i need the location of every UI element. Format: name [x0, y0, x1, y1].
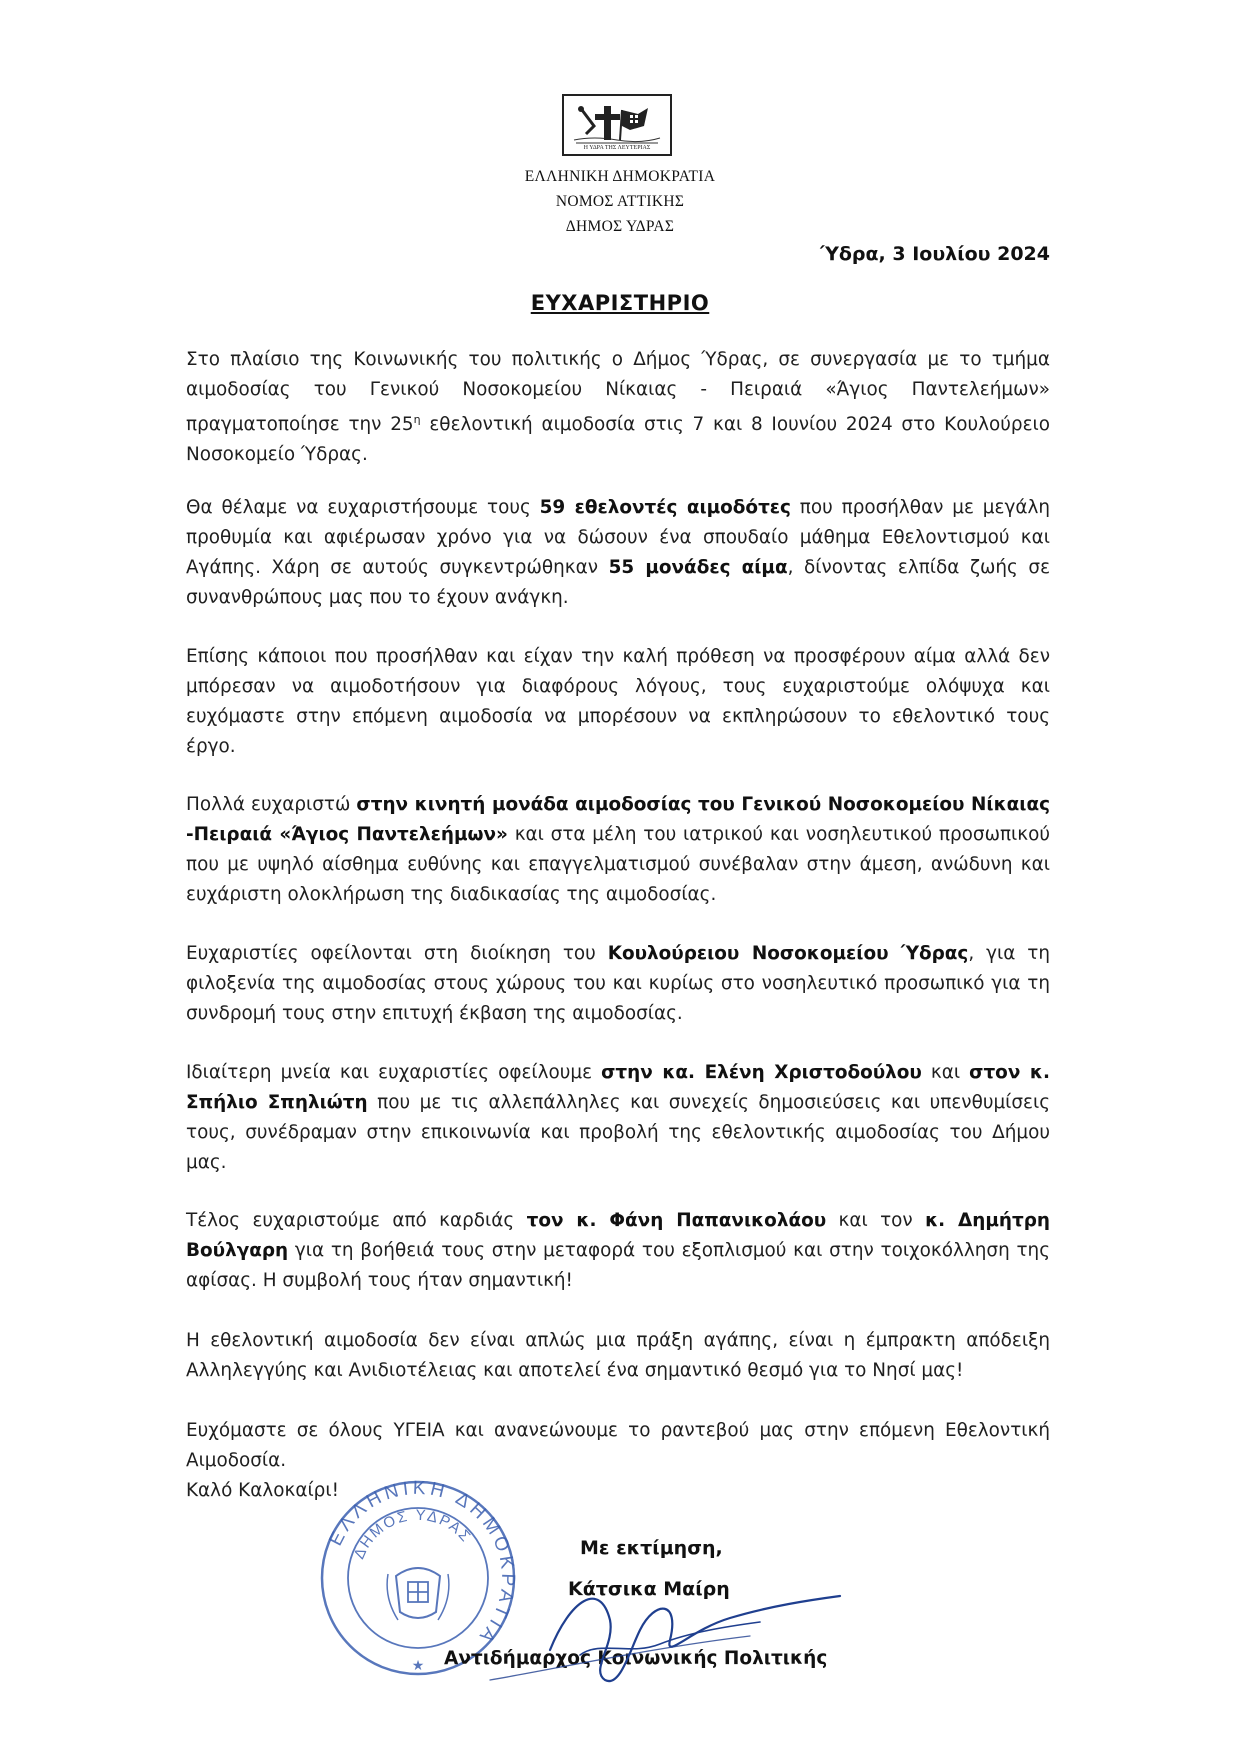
paragraph-donors-text-a: Θα θέλαμε να ευχαριστήσουμε τους [186, 497, 540, 518]
paragraph-health-wishes: Ευχόμαστε σε όλους ΥΓΕΙΑ και ανανεώνουμε το ραντεβού μας στην επόμενη Εθελοντική Αιμοδοσία. [186, 1420, 1050, 1471]
paragraph-intro-text-a: Στο πλαίσιο της Κοινωνικής του πολιτικής ο Δήμος Ύδρας, σε συνεργασία με το τμήμα αιμοδοσίας του Γενικού Νοσοκομείου Νίκαιας - Πειραιά «Άγιος Παντελεήμων» πραγματοποίησε την 25 [186, 349, 1050, 436]
municipality-logo [562, 94, 672, 156]
blood-units-highlight: 55 μονάδες αίμα [608, 557, 788, 578]
paragraph-solidarity: Η εθελοντική αιμοδοσία δεν είναι απλώς μια πράξη αγάπης, είναι η έμπρακτη απόδειξη Αλληλεγγύης και Ανιδιοτέλειας και αποτελεί ένα σημαντικό θεσμό για το Νησί μας! [186, 1330, 1050, 1381]
person-highlight-3: τον κ. Φάνη Παπανικολάου [526, 1210, 827, 1231]
person-highlight-2: στον κ. Σπήλιο Σπηλιώτη [186, 1062, 1050, 1113]
signature-role: Αντιδήμαρχος Κοινωνικής Πολιτικής [444, 1648, 828, 1669]
mobile-unit-highlight: στην κινητή μονάδα αιμοδοσίας του Γενικού Νοσοκομείου Νίκαιας -Πειραιά «Άγιος Παντελεήμων» [186, 794, 1050, 845]
header-line-prefecture: ΝΟΜΟΣ ΑΤΤΙΚΗΣ [555, 193, 685, 210]
person-highlight-4: κ. Δημήτρη Βούλγαρη [186, 1210, 1050, 1261]
paragraph-final-thanks-text-a: Τέλος ευχαριστούμε από καρδιάς [186, 1210, 527, 1231]
star-icon: ★ [411, 1658, 425, 1674]
document-title: ΕΥΧΑΡΙΣΤΗΡΙΟ [530, 291, 710, 315]
paragraph-hospital-text-a: Ευχαριστίες οφείλονται στη διοίκηση του [186, 943, 608, 964]
document-date: Ύδρα, 3 Ιουλίου 2024 [820, 243, 1050, 265]
signature-regards: Με εκτίμηση, [580, 1537, 723, 1559]
paragraph-intro [186, 345, 1050, 470]
donors-count-highlight: 59 εθελοντές αιμοδότες [539, 497, 791, 518]
paragraph-special-thanks-text-d: που με τις αλλεπάλληλες και συνεχείς δημοσιεύσεις και υπενθυμίσεις τους, συνέδραμαν στην επικοινωνία και προβολή της εθελοντικής αιμοδοσίας του Δήμου μας. [186, 1092, 1051, 1173]
handwritten-signature [430, 1560, 850, 1690]
paragraph-donors-text-c: που προσήλθαν με μεγάλη προθυμία και αφιέρωσαν χρόνο για να δώσουν ένα σπουδαίο μάθημα Εθελοντισμού και Αγάπης. Χάρη σε αυτούς συγκεντρώθηκαν [186, 497, 1050, 578]
ordinal-superscript: η [413, 413, 421, 426]
paragraph-hospital [186, 939, 1050, 1029]
closing-greeting: Καλό Καλοκαίρι! [186, 1480, 339, 1501]
logo-caption: Η ΥΔΡΑ ΤΗΣ ΛΕΥΤΕΡΙΑΣ [583, 145, 651, 151]
paragraph-final-thanks-text-c: και τον [826, 1210, 926, 1231]
stamp-inner-text: ΔΗΜΟΣ ΥΔΡΑΣ [350, 1506, 475, 1562]
paragraph-donors [186, 493, 1050, 613]
hospital-highlight: Κουλούρειου Νοσοκομείου Ύδρας [607, 943, 969, 964]
header-line-republic: ΕΛΛΗΝΙΚΗ ΔΗΜΟΚΡΑΤΙΑ [524, 168, 716, 185]
paragraph-mobile-unit-text-c: και στα μέλη του ιατρικού και νοσηλευτικού προσωπικού που με υψηλό αίσθημα ευθύνης και επαγγελματισμού συνέβαλαν στην άμεση, ανώδυνη και ευχάριστη ολοκλήρωση της διαδικασίας της αιμοδοσίας. [186, 824, 1050, 905]
person-highlight-1: στην κα. Ελένη Χριστοδούλου [601, 1062, 922, 1083]
paragraph-mobile-unit-text-a: Πολλά ευχαριστώ [186, 794, 357, 815]
paragraph-special-thanks-text-c: και [921, 1062, 970, 1083]
paragraph-final-thanks-text-d: για τη βοήθειά τους στην μεταφορά του εξοπλισμού και στην τοιχοκόλληση της αφίσας. Η συμβολή τους ήταν σημαντική! [186, 1240, 1050, 1291]
stamp-outer-text: ΕΛΛΗΝΙΚΗ ΔΗΜΟΚΡΑΤΙΑ [325, 1478, 518, 1650]
paragraph-intro-text-b: εθελοντική αιμοδοσία στις 7 και 8 Ιουνίου 2024 στο Κουλούρειο Νοσοκομείο Ύδρας. [186, 414, 1050, 466]
header-line-municipality: ΔΗΜΟΣ ΥΔΡΑΣ [565, 218, 675, 235]
paragraph-hospital-text-c: , για τη φιλοξενία της αιμοδοσίας στους χώρους του και κυρίως στο νοσηλευτικό προσωπικό για τη συνδρομή τους στην επιτυχή έκβαση της αιμοδοσίας. [186, 943, 1051, 1024]
paragraph-special-thanks [186, 1058, 1050, 1178]
signature-name: Κάτσικα Μαίρη [568, 1578, 730, 1600]
paragraph-donors-text-d: , δίνοντας ελπίδα ζωής σε συνανθρώπους μας που το έχουν ανάγκη. [186, 557, 1051, 608]
paragraph-unable-donors: Επίσης κάποιοι που προσήλθαν και είχαν την καλή πρόθεση να προσφέρουν αίμα αλλά δεν μπόρεσαν να αιμοδοτήσουν για διαφόρους λόγους, τους ευχαριστούμε ολόψυχα και ευχόμαστε στην επόμενη αιμοδοσία να μπορέσουν να εκπληρώσουν το εθελοντικό τους έργο. [186, 646, 1050, 757]
paragraph-final-thanks [186, 1206, 1050, 1296]
paragraph-special-thanks-text-a: Ιδιαίτερη μνεία και ευχαριστίες οφείλουμε [186, 1062, 602, 1083]
paragraph-mobile-unit [186, 790, 1050, 910]
